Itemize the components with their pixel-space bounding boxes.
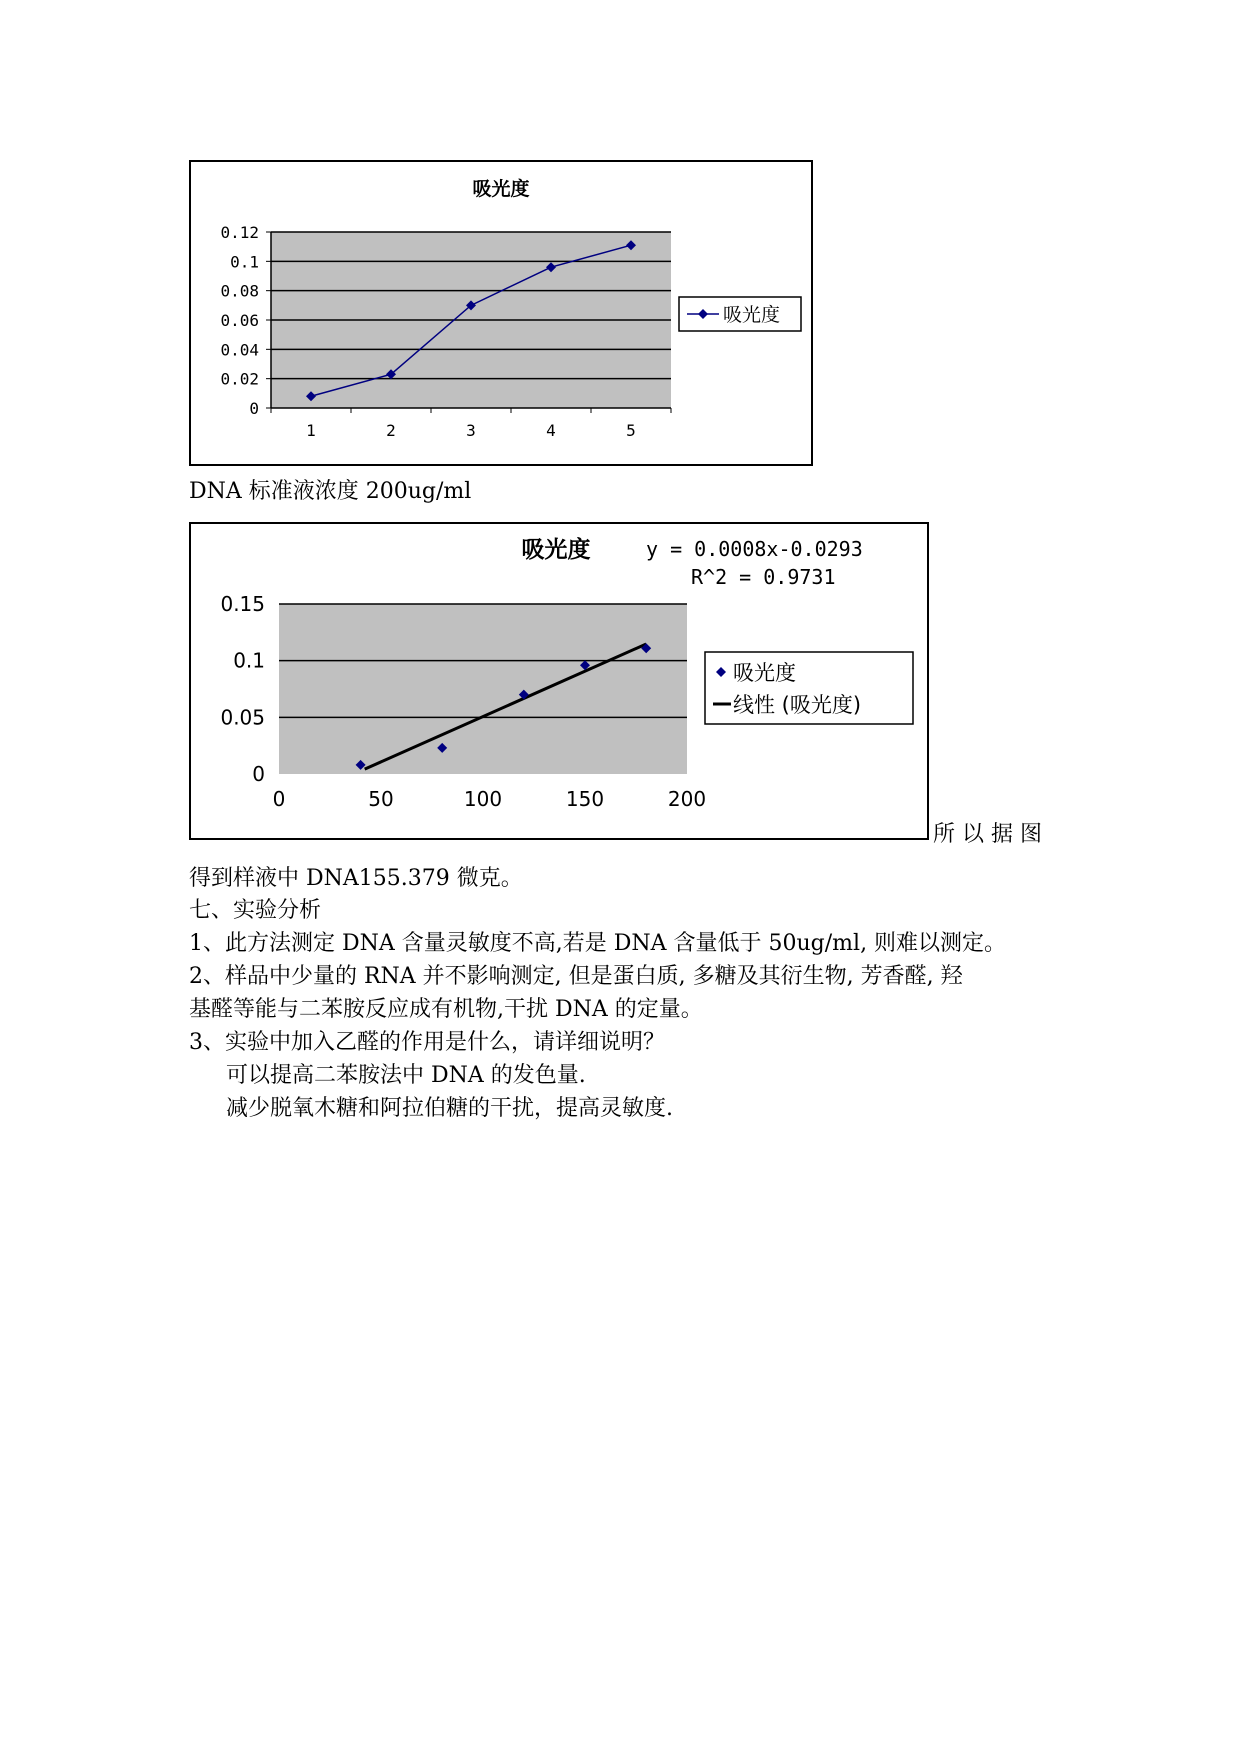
- plot-area: [279, 604, 687, 774]
- analysis-item-1: 1、此方法测定 DNA 含量灵敏度不高,若是 DNA 含量低于 50ug/ml, 则难以测定。: [189, 931, 1007, 956]
- legend-label: 线性 (吸光度): [733, 693, 862, 717]
- y-tick-label: 0.04: [220, 340, 259, 360]
- chart-title: 吸光度: [521, 537, 591, 563]
- y-tick-label: 0.02: [220, 369, 259, 389]
- y-tick-label: 0.08: [220, 281, 259, 301]
- chart-scatter-absorbance: [189, 522, 929, 840]
- x-tick-label: 4: [546, 421, 556, 440]
- chart-line-absorbance: [189, 160, 813, 466]
- chart-line-svg: [191, 162, 811, 464]
- trendline-equation: y = 0.0008x-0.0293: [646, 537, 863, 561]
- analysis-answer-1: 可以提高二苯胺法中 DNA 的发色量.: [226, 1063, 586, 1088]
- y-tick-label: 0: [252, 762, 265, 786]
- x-tick-label: 0: [272, 787, 286, 811]
- x-tick-label: 3: [466, 421, 476, 440]
- y-tick-label: 0.12: [220, 223, 259, 242]
- side-text: 所 以 据 图: [933, 822, 1042, 847]
- x-tick-label: 50: [368, 787, 394, 811]
- x-tick-label: 100: [463, 787, 503, 811]
- analysis-item-2: 2、样品中少量的 RNA 并不影响测定, 但是蛋白质, 多糖及其衍生物, 芳香醛, 羟: [189, 964, 963, 989]
- x-tick-label: 200: [667, 787, 707, 811]
- legend-label: 吸光度: [733, 661, 796, 685]
- legend-label: 吸光度: [723, 304, 781, 326]
- y-tick-label: 0.15: [220, 592, 265, 616]
- x-tick-label: 5: [626, 421, 636, 440]
- chart-title: 吸光度: [472, 178, 530, 200]
- trendline-r-squared: R^2 = 0.9731: [691, 565, 836, 589]
- section-heading-analysis: 七、实验分析: [189, 898, 322, 923]
- x-tick-label: 1: [306, 421, 316, 440]
- analysis-answer-2: 减少脱氧木糖和阿拉伯糖的干扰，提高灵敏度.: [226, 1096, 673, 1121]
- analysis-item-3: 3、实验中加入乙醛的作用是什么，请详细说明？: [189, 1030, 665, 1055]
- y-tick-label: 0: [249, 399, 259, 418]
- analysis-item-2-continued: 基醛等能与二苯胺反应成有机物,干扰 DNA 的定量。: [189, 997, 703, 1022]
- x-tick-label: 2: [386, 421, 396, 440]
- y-tick-label: 0.06: [220, 311, 259, 330]
- x-tick-label: 150: [565, 787, 605, 811]
- standard-concentration-caption: DNA 标准液浓度 200ug/ml: [189, 479, 472, 504]
- y-tick-label: 0.1: [230, 252, 259, 272]
- y-tick-label: 0.05: [220, 705, 265, 730]
- paragraph-result: 得到样液中 DNA155.379 微克。: [189, 866, 523, 891]
- chart-scatter-svg: [191, 524, 927, 838]
- y-tick-label: 0.1: [233, 648, 265, 673]
